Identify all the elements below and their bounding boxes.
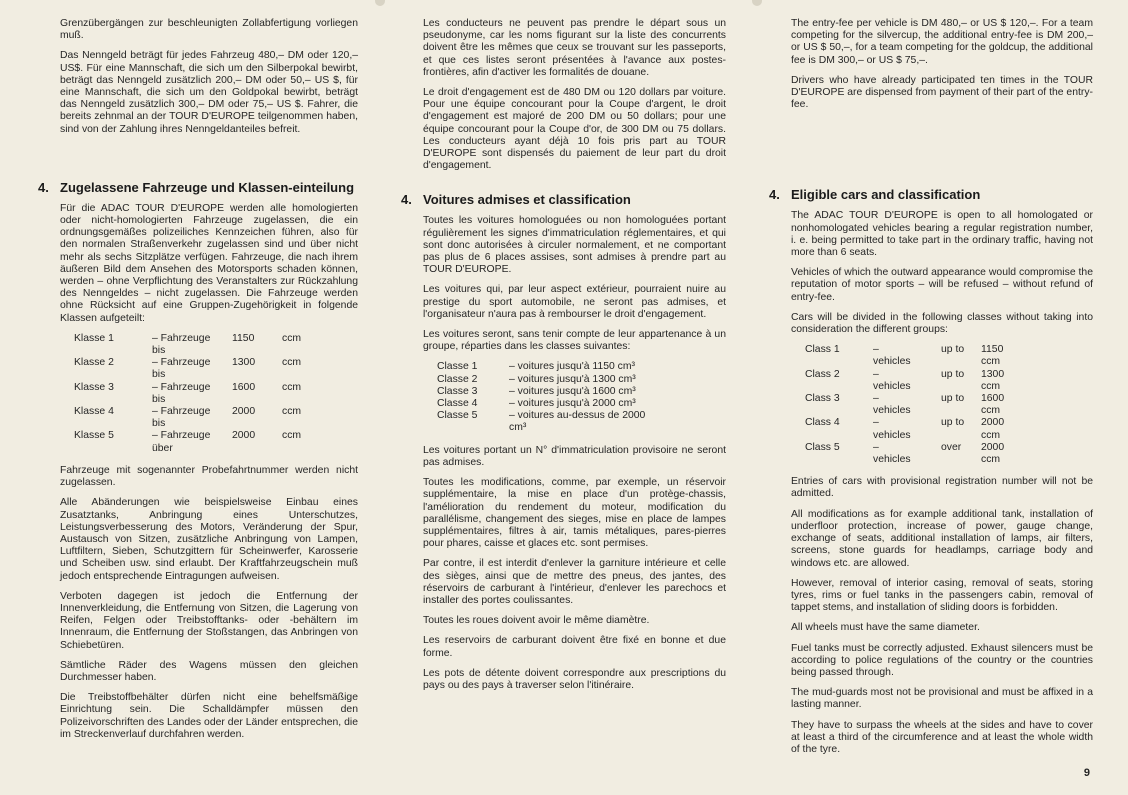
class-label: Klasse 5 [74,430,114,442]
class-value: 2000 [232,406,256,418]
class-label: Klasse 1 [74,332,114,344]
class-dash: – [873,417,879,429]
page-number: 9 [1083,767,1090,779]
fr-paragraph-2: Les voitures qui, par leur aspect extérieur, pourraient nuire au prestige du sport automobile, ne seront pas admises, et l'organisateur n'aura pas à rembourser le droit d'engagement. [423,284,726,320]
fr-paragraph-7: Toutes les roues doivent avoir le même diamètre. [423,615,650,627]
de-class-list [74,333,358,455]
fr-class-list [437,361,726,434]
fr-class-row [437,374,726,386]
fr-paragraph-9: Les pots de détente doivent correspondre aux prescriptions du pays ou des pays à traverser selon l'itinéraire. [423,667,726,691]
class-unit: ccm [981,429,1001,441]
en-intro-paragraph-1: The entry-fee per vehicle is DM 480,– or US $ 120,–. For a team competing for the silvercup, the additional entry-fee is DM 200,– or US $ 50,–, for a team competing for the goldcup, the additional fee is DM 300,– or US $ 75,–. [791,18,1093,66]
en-paragraph-5: All modifications as for example additional tank, installation of underfloor protection, increase of power, gauge change, exchange of seats, additional installation of lamps, air filters, screens, stone guards for headlamps, carriage body and windows etc. are allowed. [791,508,1093,569]
class-unit: ccm [981,356,1001,368]
fr-section-heading [401,192,726,208]
class-text: Fahrzeuge bis [152,381,211,405]
fr-class-row [437,361,726,373]
class-text: – voitures jusqu'à 1150 cm³ [509,361,635,373]
class-dash: – [873,344,879,356]
en-paragraph-4: Entries of cars with provisional registration number will not be admitted. [791,476,1093,500]
class-unit: ccm [282,381,302,393]
fr-class-row [437,398,726,410]
class-label: Class 3 [805,393,840,405]
de-section-heading [38,179,358,195]
en-paragraph-8: Fuel tanks must be correctly adjusted. Exhaust silencers must be according to police regulations of the country or the countries being passed through. [791,642,1093,678]
class-label: Classe 5 [437,410,478,422]
en-section-heading [769,187,1093,203]
fr-paragraph-4: Les voitures portant un N° d'immatriculation provisoire ne seront pas admises. [423,444,726,468]
class-label: Class 1 [805,344,840,356]
de-paragraph-6: Die Treibstoffbehälter dürfen nicht eine behelfsmäßige Einrichtung sein. Die Schalldämpfer müssen den Polizeivorschriften des Landes oder der Länder entsprechen, die im Streckenverlauf durchfahren werden. [60,692,358,740]
fr-paragraph-3: Les voitures seront, sans tenir compte de leur appartenance à un groupe, réparties dans les classes suivantes: [423,329,726,353]
class-label: Classe 3 [437,385,478,397]
class-text: Fahrzeuge über [152,430,211,454]
class-value: 2000 [232,430,256,442]
fr-section-number: 4. [401,192,412,208]
class-text: – voitures jusqu'à 2000 cm³ [509,398,636,410]
class-dash: – [873,441,879,453]
class-label: Klasse 2 [74,357,114,369]
class-label: Classe 1 [437,361,478,373]
class-label: Class 5 [805,441,840,453]
class-text: vehicles [873,356,911,368]
class-dash: – [152,406,158,418]
class-label: Class 4 [805,417,840,429]
class-prep: over [941,441,962,453]
class-prep: up to [941,393,965,405]
class-text: – voitures au-dessus de 2000 cm³ [509,410,646,434]
staple-mark [375,0,385,6]
de-class-row [74,382,358,406]
class-label: Klasse 3 [74,381,114,393]
english-column [769,18,1093,764]
de-paragraph-1: Für die ADAC TOUR D'EUROPE werden alle homologierten oder nicht-homologierten Fahrzeuge zugelassen, die ein ordnungsgemäßes polizeiliches Kennzeichen führen, also für den normalen Straßenverkehr zugelassen sind und über nicht mehr als sechs Sitzplätze verfügen. Fahrzeuge, die nach ihrem äußeren Bild dem Ansehen des Motorsports schaden können, werden – ohne Verpflichtung des Veranstalters zur Rückzahlung des Nenngeldes – nicht zugelassen. Die Fahrzeuge werden ohne Rücksicht auf eine Gruppen-Zugehörigkeit in folgende Klassen aufgeteilt: [60,202,358,324]
class-text: vehicles [873,429,911,441]
de-intro-paragraph-1: Grenzübergängen zur beschleunigten Zollabfertigung vorliegen muß. [60,18,358,42]
class-text: Fahrzeuge bis [152,332,211,357]
class-unit: ccm [282,332,302,344]
fr-class-row [437,410,726,434]
class-label: Classe 4 [437,398,478,410]
en-paragraph-1: The ADAC TOUR D'EUROPE is open to all homologated or nonhomologated vehicles bearing a regular registration number, i. e. being permitted to take part in the ordinary traffic, having not more than 6 seats. [791,210,1093,259]
class-text: vehicles [873,405,911,417]
staple-mark [752,0,762,6]
en-paragraph-3: Cars will be divided in the following classes without taking into consideration the different groups: [791,311,1093,336]
de-paragraph-4: Verboten dagegen ist jedoch die Entfernung der Innenverkleidung, die Entfernung von Sitzen, die Lagerung von Reifen, Felgen oder Treibstofftanks- oder -behältern im Innenraum, die Entfernung der Stoßstangen, das Anbringen von Schiebetüren. [60,590,358,651]
de-class-row [74,406,358,430]
de-section-number: 4. [38,179,49,195]
en-paragraph-7: All wheels must have the same diameter. [791,622,980,634]
class-unit: ccm [981,405,1001,417]
class-prep: up to [941,344,965,356]
class-text: vehicles [873,380,911,392]
fr-paragraph-6: Par contre, il est interdit d'enlever la garniture intérieure et celle des sièges, ainsi que de mettre des pneus, des jantes, des réservoirs de carburant à l'intérieur, d'enlever les parechocs et installer des portes coulissantes. [423,558,726,606]
de-section-title: Zugelassene Fahrzeuge und Klassen-einteilung [60,179,355,195]
en-class-row [805,344,1093,368]
en-intro-paragraph-2: Drivers who have already participated ten times in the TOUR D'EUROPE are dispensed from payment of their part of the entry-fee. [791,74,1093,111]
en-section-title: Eligible cars and classification [791,187,981,203]
de-class-row [74,333,358,357]
class-value: 2000 [981,441,1005,453]
german-column [38,18,358,749]
de-paragraph-3: Alle Abänderungen wie beispielsweise Einbau eines Zusatztanks, Anbringung eines Unterschutzes, Leistungsverbesserung des Motors, Veränderung der Spur, Austausch von Sitzen, zusätzliche Anbringung von Lampen, Luftfiltern, Sieben, Schutzgittern für Scheinwerfer, Karosserie und Scheiben usw. sind erlaubt. Der Kraftfahrzeugschein muß jedoch entsprechende Eintragungen aufweisen. [60,497,358,582]
fr-intro-paragraph-1: Les conducteurs ne peuvent pas prendre le départ sous un pseudonyme, car les noms figurant sur la liste des concurrents doivent être les mêmes que ceux se trouvant sur les passeports, et que ces listes seront présentées à l'avance aux postes-frontières, afin d'activer les formalités de douane. [423,18,726,78]
class-value: 1300 [232,357,256,369]
class-dash: – [152,357,158,369]
en-paragraph-10: They have to surpass the wheels at the sides and have to cover at least a third of the circumference and at least the whole width of the tyre. [791,719,1093,755]
fr-class-row [437,386,726,398]
class-value: 1600 [981,393,1005,405]
en-class-row [805,369,1093,393]
en-class-row [805,417,1093,441]
class-prep: up to [941,417,965,429]
de-class-row [74,357,358,381]
en-class-row [805,393,1093,417]
class-dash: – [152,430,158,442]
class-text: – voitures jusqu'à 1300 cm³ [509,373,636,385]
class-value: 1600 [232,381,256,393]
fr-paragraph-5: Toutes les modifications, comme, par exemple, un réservoir supplémentaire, la mise en place d'un protège-chassis, l'amélioration du rendement du moteur, modification du parallélisme, changement des sieges, mise en place de lampes supplémentaires, filtres à air, tamis métaliques, pares-pierres pour phares, caisse et glaces etc. sont permises. [423,477,726,550]
fr-paragraph-1: Toutes les voitures homologuées ou non homologuées portant régulièrement les signes d'immatriculation réglementaires, et qui sont donc autorisées à circuler normalement, et ne comportant pas plus de 6 places assises, sont admises à prendre part au TOUR D'EUROPE. [423,215,726,276]
class-text: Fahrzeuge bis [152,406,211,430]
en-paragraph-9: The mud-guards most not be provisional and must be affixed in a lasting manner. [791,687,1093,711]
de-paragraph-5: Sämtliche Räder des Wagens müssen den gleichen Durchmesser haben. [60,659,358,683]
en-class-row [805,442,1093,466]
en-paragraph-6: However, removal of interior casing, removal of seats, storing tyres, rims or fuel tanks in the passengers cabin, removal of tappet stems, and installation of sliding doors is forbidden. [791,577,1093,614]
class-prep: up to [941,368,965,380]
class-text: Fahrzeuge bis [152,357,211,381]
en-class-list [805,344,1093,466]
class-unit: ccm [981,454,1001,466]
class-unit: ccm [282,430,302,442]
class-text: vehicles [873,454,911,466]
class-label: Klasse 4 [74,406,114,418]
class-text: – voitures jusqu'à 1600 cm³ [509,385,636,397]
class-dash: – [873,393,879,405]
class-value: 2000 [981,417,1005,429]
de-class-row [74,430,358,454]
en-section-number: 4. [769,187,780,203]
en-paragraph-2: Vehicles of which the outward appearance would compromise the reputation of motor sports – will be refused – without refund of entry-fee. [791,267,1093,303]
class-dash: – [152,332,158,344]
de-intro-paragraph-2: Das Nenngeld beträgt für jedes Fahrzeug 480,– DM oder 120,– US$. Für eine Mannschaft, die sich um den Silberpokal bewirbt, beträgt das Nenngeld zusätzlich 200,– DM oder 50,– US $, für eine Mannschaft, die sich um den Goldpokal bewirbt, beträgt das Nenngeld zusätzlich 300,– DM oder 75,– US $. Fahrer, die bereits zehnmal an der TOUR D'EUROPE teilgenommen haben, sind von der Zahlung ihres Nenngeldanteiles befreit. [60,50,358,135]
de-paragraph-2: Fahrzeuge mit sogenannter Probefahrtnummer werden nicht zugelassen. [60,464,358,489]
class-dash: – [873,368,879,380]
class-unit: ccm [282,357,302,369]
class-value: 1150 [981,344,1004,356]
fr-paragraph-8: Les reservoirs de carburant doivent être fixé en bonne et due forme. [423,635,726,659]
class-unit: ccm [282,406,302,418]
fr-section-title: Voitures admises et classification [423,192,631,208]
class-dash: – [152,381,158,393]
french-column [401,18,726,700]
class-unit: ccm [981,380,1001,392]
class-label: Classe 2 [437,373,478,385]
class-label: Class 2 [805,368,840,380]
fr-intro-paragraph-2: Le droit d'engagement est de 480 DM ou 120 dollars par voiture. Pour une équipe concourant pour la Coupe d'argent, le droit d'engagement est majoré de 200 DM ou 50 dollars; pour une équipe concourant pour la Coupe d'or, de 300 DM ou 75 dollars. Les conducteurs ayant déjà 10 fois pris part au TOUR D'EUROPE sont dispensés du paiement de leur part du droit d'engagement. [423,87,726,172]
class-value: 1150 [232,332,255,344]
class-value: 1300 [981,368,1005,380]
